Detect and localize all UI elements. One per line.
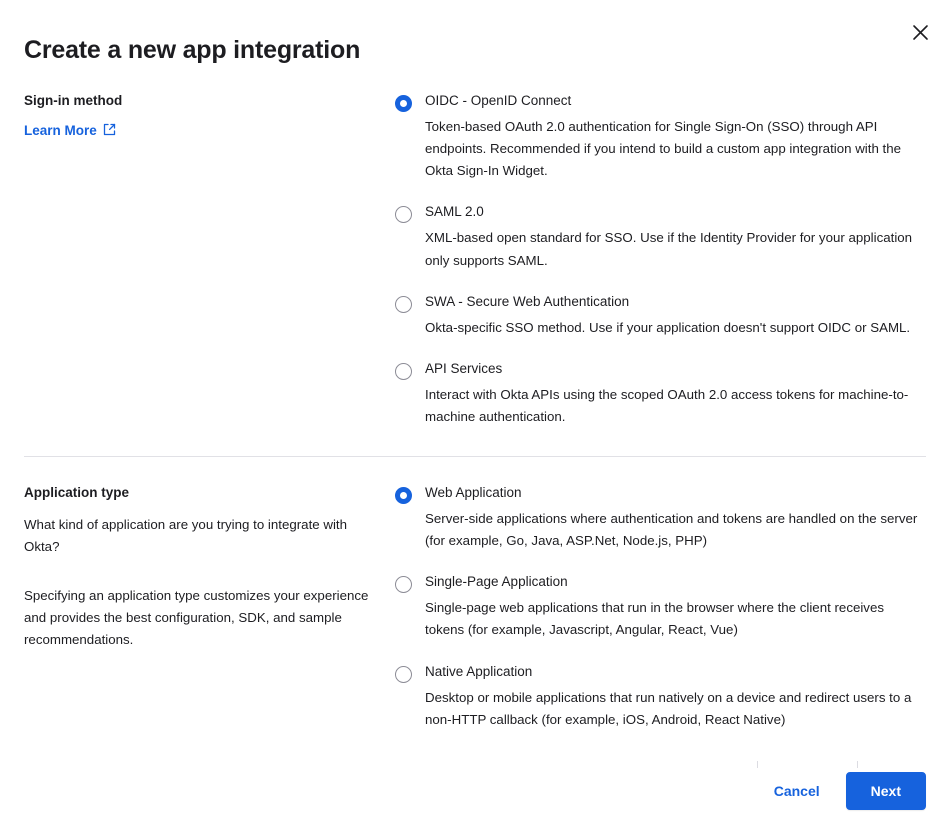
radio-body bbox=[425, 485, 926, 552]
radio-description: Token-based OAuth 2.0 authentication for Single Sign-On (SSO) through API endpoints. Recommended if you intend to build a custom app integration with the Okta Sign-In Widget. bbox=[425, 118, 902, 179]
next-button[interactable]: Next bbox=[846, 772, 926, 810]
radio-option-saml[interactable] bbox=[395, 204, 926, 271]
signin-method-left bbox=[24, 93, 394, 428]
radio-label[interactable]: Single-Page Application bbox=[425, 574, 568, 590]
external-link-icon bbox=[103, 123, 116, 139]
modal-footer bbox=[0, 768, 950, 830]
radio-option-swa[interactable] bbox=[395, 294, 926, 339]
radio-button[interactable] bbox=[395, 206, 412, 223]
application-type-left bbox=[24, 485, 394, 731]
radio-option-web-application[interactable] bbox=[395, 485, 926, 552]
radio-button[interactable] bbox=[395, 363, 412, 380]
radio-option-single-page-application[interactable] bbox=[395, 574, 926, 641]
application-type-help-2: Specifying an application type customizes your experience and provides the best configuration, SDK, and sample recommendations. bbox=[24, 587, 369, 647]
radio-body bbox=[425, 204, 926, 271]
radio-option-api-services[interactable] bbox=[395, 361, 926, 428]
radio-description: Okta-specific SSO method. Use if your application doesn't support OIDC or SAML. bbox=[425, 319, 911, 335]
signin-method-options bbox=[394, 93, 926, 428]
radio-button[interactable] bbox=[395, 576, 412, 593]
radio-description: XML-based open standard for SSO. Use if the Identity Provider for your application only supports SAML. bbox=[425, 230, 913, 268]
signin-method-section bbox=[0, 65, 950, 428]
radio-option-native-application[interactable] bbox=[395, 664, 926, 731]
radio-description: Interact with Okta APIs using the scoped OAuth 2.0 access tokens for machine-to-machine authentication. bbox=[425, 386, 909, 424]
radio-body bbox=[425, 93, 926, 182]
close-icon[interactable] bbox=[906, 18, 934, 46]
learn-more-link[interactable] bbox=[24, 123, 116, 139]
radio-button[interactable] bbox=[395, 487, 412, 504]
application-type-section bbox=[0, 457, 950, 731]
radio-label[interactable]: Native Application bbox=[425, 663, 533, 679]
radio-label[interactable]: Web Application bbox=[425, 485, 522, 501]
radio-label[interactable]: SAML 2.0 bbox=[425, 204, 484, 220]
radio-description: Desktop or mobile applications that run natively on a device and redirect users to a non-HTTP callback (for example, iOS, Android, React Native) bbox=[425, 689, 912, 727]
radio-body bbox=[425, 664, 926, 731]
footer-tick-marks bbox=[0, 760, 950, 768]
learn-more-label: Learn More bbox=[24, 123, 97, 138]
radio-body bbox=[425, 294, 926, 339]
radio-label[interactable]: SWA - Secure Web Authentication bbox=[425, 293, 630, 309]
application-type-options bbox=[394, 485, 926, 731]
radio-button[interactable] bbox=[395, 666, 412, 683]
radio-button[interactable] bbox=[395, 296, 412, 313]
radio-label[interactable]: OIDC - OpenID Connect bbox=[425, 93, 572, 108]
radio-body bbox=[425, 361, 926, 428]
signin-method-heading: Sign-in method bbox=[24, 93, 123, 108]
radio-button[interactable] bbox=[395, 95, 412, 112]
radio-body bbox=[425, 574, 926, 641]
application-type-help-1: What kind of application are you trying to integrate with Okta? bbox=[24, 517, 347, 555]
application-type-heading: Application type bbox=[24, 485, 130, 501]
radio-description: Server-side applications where authentication and tokens are handled on the server (for example, Go, Java, ASP.Net, Node.js, PHP) bbox=[425, 511, 918, 549]
radio-label[interactable]: API Services bbox=[425, 360, 503, 376]
radio-option-oidc[interactable] bbox=[395, 93, 926, 182]
radio-description: Single-page web applications that run in the browser where the client receives tokens (for example, Javascript, Angular, React, Vue) bbox=[425, 600, 885, 638]
page-title: Create a new app integration bbox=[24, 36, 361, 64]
cancel-button[interactable]: Cancel bbox=[768, 775, 826, 807]
